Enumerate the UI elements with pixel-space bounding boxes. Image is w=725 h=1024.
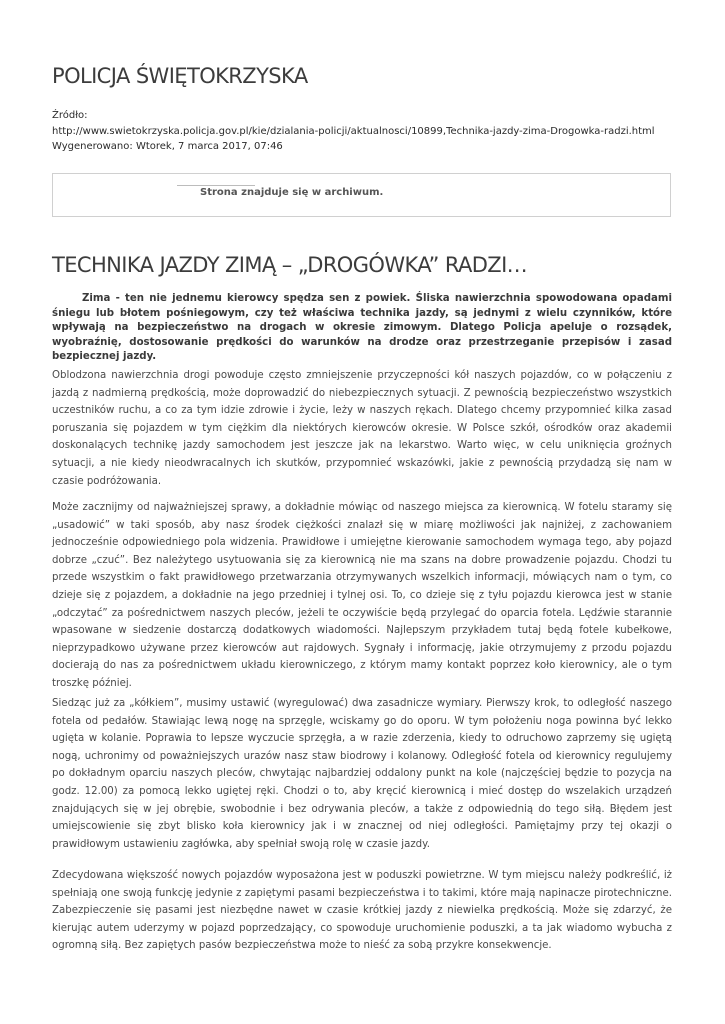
archive-notice-box xyxy=(52,173,671,217)
article-paragraph: Siedząc już za „kółkiem”, musimy ustawić (wyregulować) dwa zasadnicze wymiary. Pierwszy krok, to odległość naszego fotela od pedałów. Stawiając lewą nogę na sprzęgle, wciskamy go do oporu. W tym położeniu noga powinna być lekko ugięta w kolanie. Poprawia to lepsze wyczucie sprzęgła, a w razie zderzenia, kiedy to odruchowo zaprzemy się ugiętą nogą, uchronimy od poważniejszych urazów nasz staw biodrowy i kolanowy. Odległość fotela od kierownicy regulujemy po dokładnym oparciu naszych pleców, chwytając najbardziej oddalony punkt na kole (najczęściej będzie to pozycja na godz. 12.00) za pomocą lekko ugiętej ręki. Chodzi o to, aby kręcić kierownicą i mieć dostęp do wszelakich urządzeń znajdujących się w jej obrębie, swobodnie i bez odrywania pleców, a także z odpowiednią do tego siłą. Błędem jest umiejscowienie się zbyt blisko koła kierownicy jak i w znacznej od niej odległości. Pamiętajmy przy tej okazji o prawidłowym ustawieniu zagłówka, aby spełniał swoją rolę w czasie jazdy. xyxy=(52,698,672,850)
article-paragraph: Oblodzona nawierzchnia drogi powoduje często zmniejszenie przyczepności kół naszych pojazdów, co w połączeniu z jazdą z nadmierną prędkością, może doprowadzić do niebezpiecznych sytuacji. Z pewnością bezpieczeństwo wszystkich uczestników ruchu, a co za tym idzie zdrowie i życie, leży w naszych rękach. Dlatego chcemy przypomnieć kilka zasad poruszania się pojazdem w tym ciężkim dla niektórych kierowców okresie. W Polsce szkół, ośrodków oraz akademii doskonalących technikę jazdy samochodem jest jeszcze jak na lekarstwo. Warto więc, w celu uniknięcia groźnych sytuacji, a nie kiedy nieodwracalnych ich skutków, przypomnieć wskazówki, jakie z pewnością przydadzą się nam w czasie podróżowania. xyxy=(52,370,672,487)
source-info xyxy=(52,108,655,155)
article-title: TECHNIKA JAZDY ZIMĄ – „DROGÓWKA” RADZI… xyxy=(52,253,528,277)
source-url: http://www.swietokrzyska.policja.gov.pl/kie/dzialania-policji/aktualnosci/10899,Technika-jazdy-zima-Drogowka-radzi.html xyxy=(52,125,655,137)
article-paragraph: Może zacznijmy od najważniejszej sprawy, a dokładnie mówiąc od naszego miejsca za kierownicą. W fotelu staramy się „usadowić” w taki sposób, aby nasz środek ciężkości znalazł się w miarę możliwości jak najniżej, z zachowaniem jednocześnie odpowiedniego pola widzenia. Prawidłowe i umiejętne kierowanie samochodem wymaga tego, aby pojazd dobrze „czuć”. Bez należytego usytuowania się za kierownicą nie ma szans na dobre prowadzenie pojazdu. Chodzi tu przede wszystkim o fakt prawidłowego przetwarzania otrzymywanych wszelkich informacji, mówiących nam o tym, co dzieje się z pojazdem, a dokładnie na jego przedniej i tylnej osi. To, co dzieje się z tyłu pojazdu kierowca jest w stanie „odczytać” za pośrednictwem naszych pleców, jeżeli te oczywiście będą przylegać do oparcia fotela. Lędźwie starannie wpasowane w siedzenie dostarczą dodatkowych wiadomości. Najlepszym przykładem tutaj będą fotele kubełkowe, nieprzypadkowo używane przez kierowców aut rajdowych. Sygnały i informację, jakie otrzymujemy z przodu pojazdu docierają do nas za pośrednictwem układu kierowniczego, z którym mamy kontakt poprzez koło kierownicy, ale o tym troszkę później. xyxy=(52,502,672,689)
site-title: POLICJA ŚWIĘTOKRZYSKA xyxy=(52,64,308,88)
archive-notice: Strona znajduje się w archiwum. xyxy=(200,187,384,198)
article-paragraph: Zdecydowana większość nowych pojazdów wyposażona jest w poduszki powietrzne. W tym miejscu należy podkreślić, iż spełniają one swoją funkcję jedynie z zapiętymi pasami bezpieczeństwa i to takimi, które mają napinacze pirotechniczne. Zabezpieczenie się pasami jest niezbędne nawet w czasie krótkiej jazdy z niewielka prędkością. Może się zdarzyć, że kierując autem uderzymy w pojazd poprzedzający, co spowoduje uruchomienie poduszki, a ta jak wiadomo wybucha z ogromną siłą. Bez zapiętych pasów bezpieczeństwa może to nieść za sobą przykre konsekwencje. xyxy=(52,870,672,952)
generated-timestamp: Wygenerowano: Wtorek, 7 marca 2017, 07:46 xyxy=(52,141,283,152)
archive-divider xyxy=(177,185,255,186)
source-label: Źródło: xyxy=(52,110,88,121)
article-lead: Zima - ten nie jednemu kierowcy spędza sen z powiek. Śliska nawierzchnia spowodowana opadami śniegu lub błotem pośniegowym, czy też właściwa technika jazdy, są jednymi z wielu czynników, które wpływają na bezpieczeństwo na drogach w okresie zimowym. Dlatego Policja apeluje o rozsądek, wyobraźnię, dostosowanie prędkości do warunków na drodze oraz przestrzeganie przepisów i zasad bezpiecznej jazdy. xyxy=(52,293,672,363)
